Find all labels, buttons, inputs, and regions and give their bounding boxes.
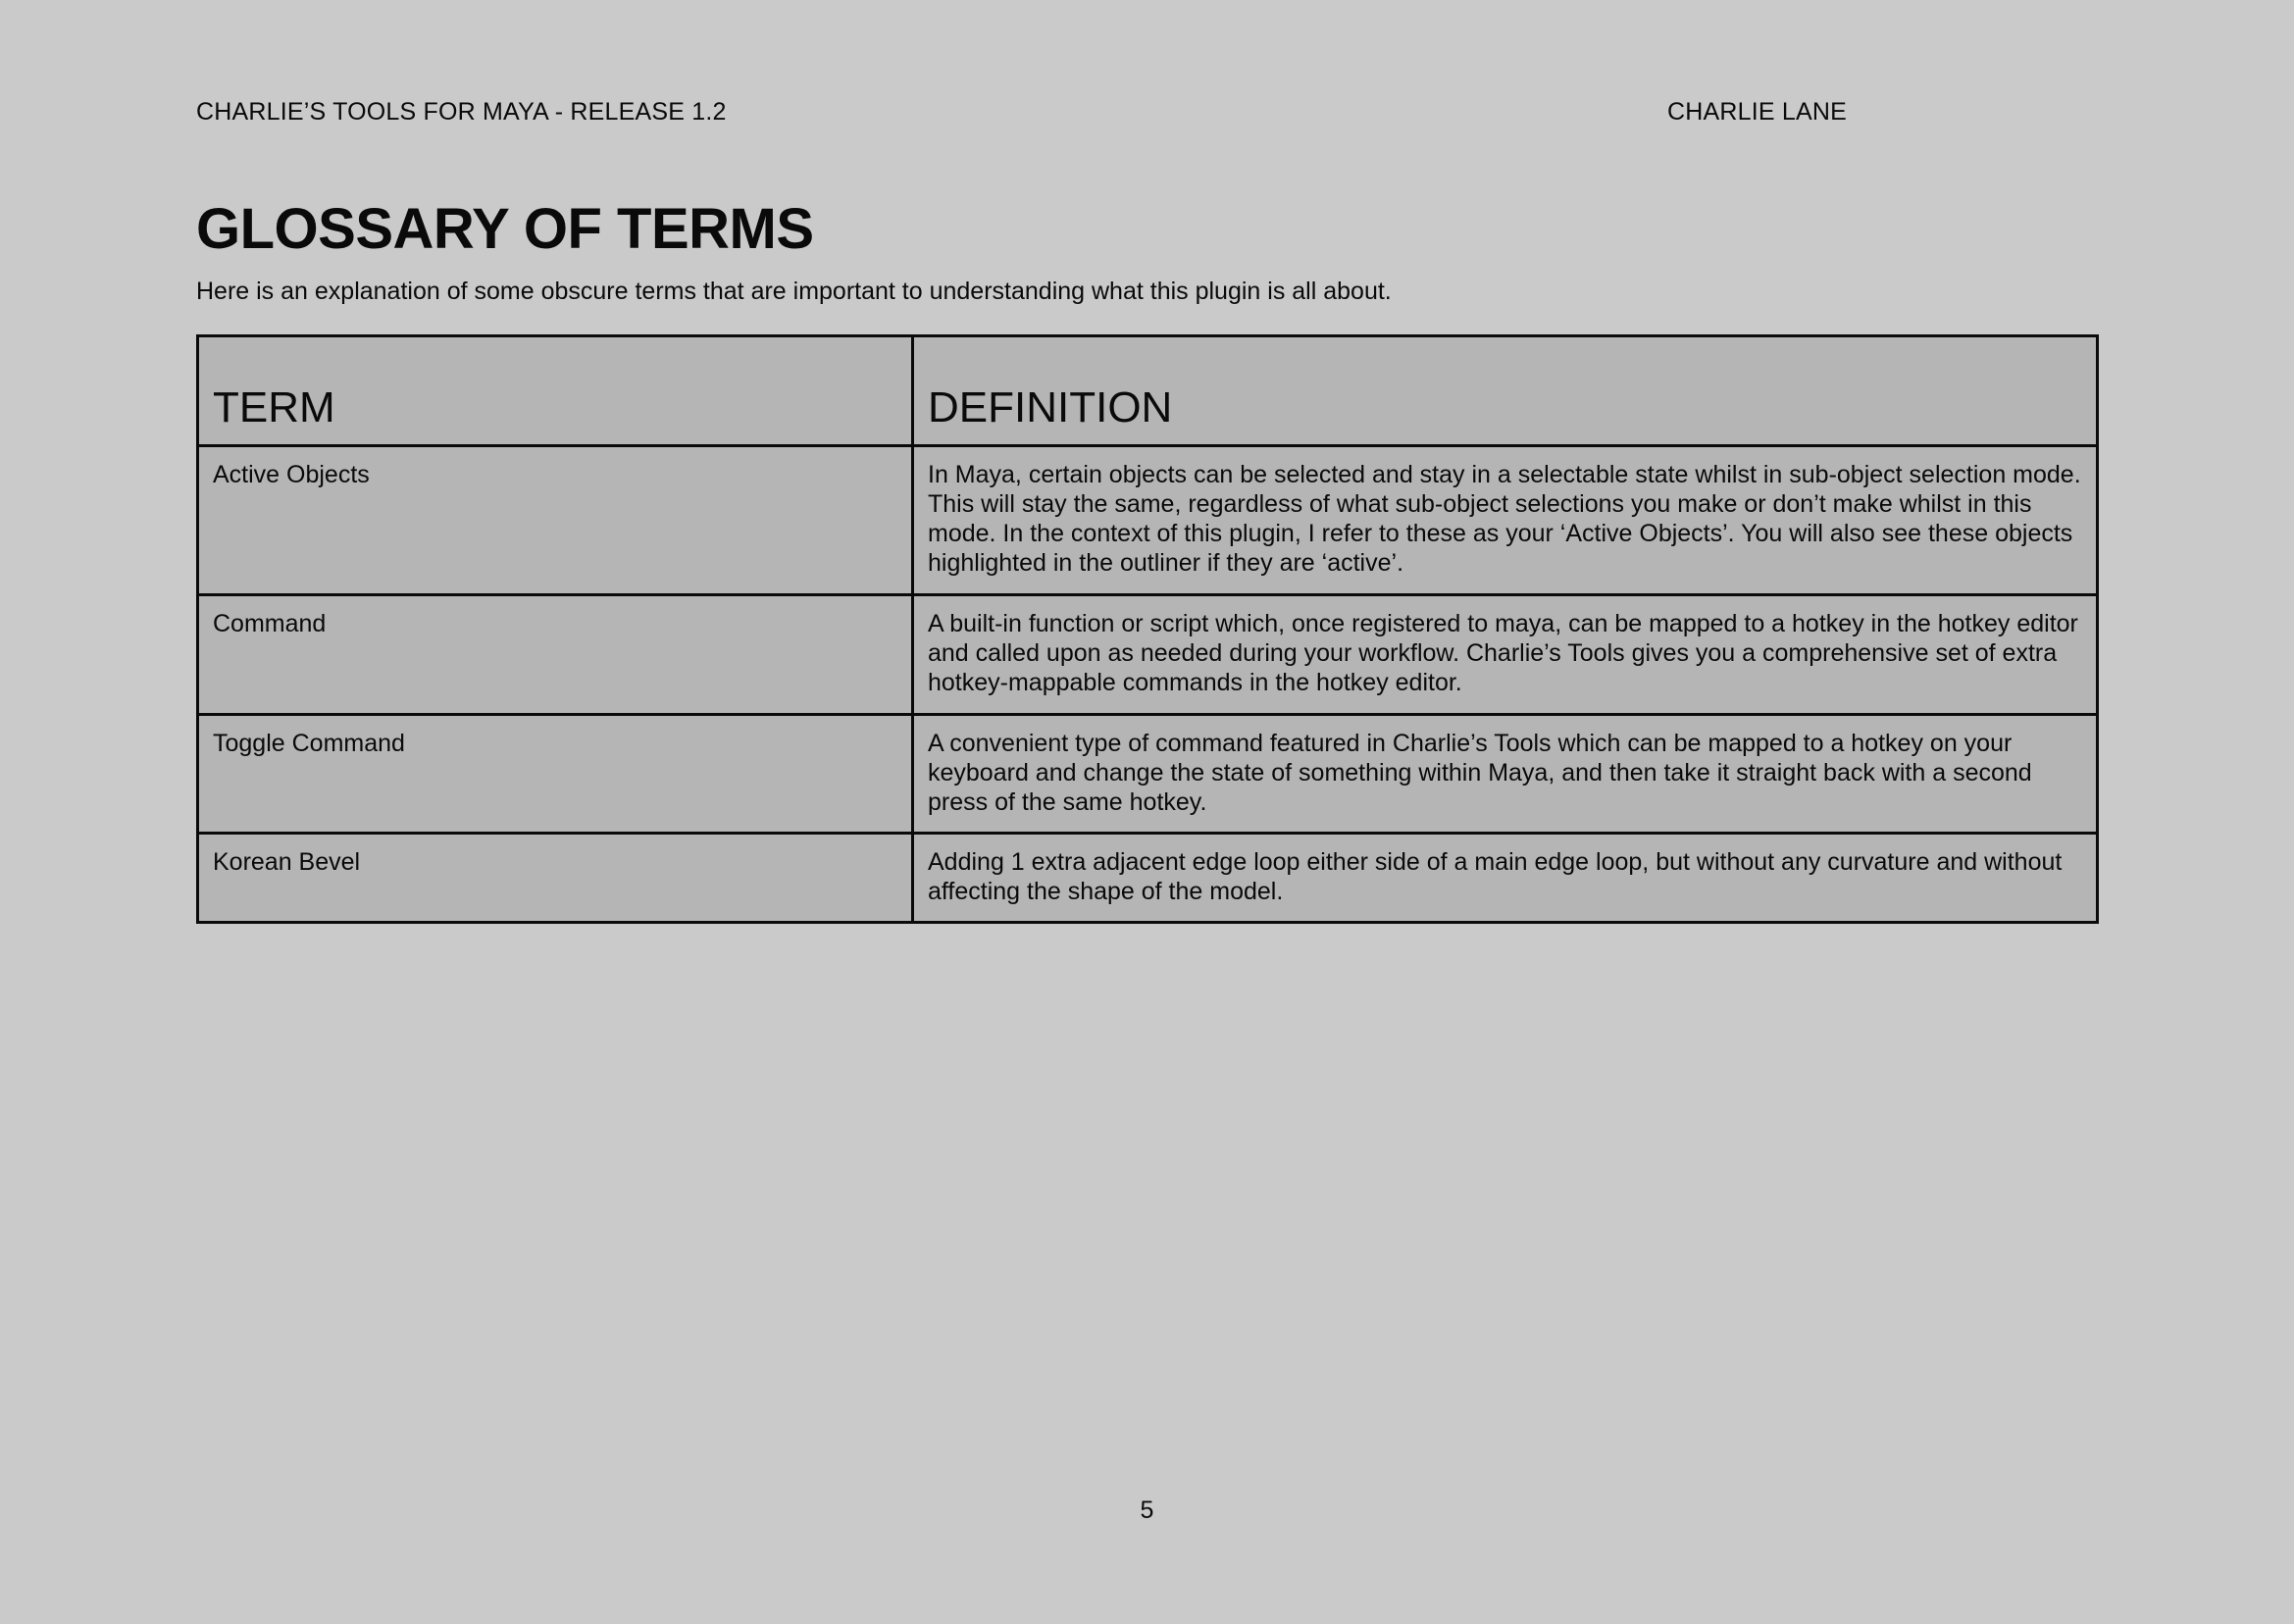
table-row — [198, 446, 2098, 595]
term-column-header: TERM — [198, 336, 913, 446]
glossary-table — [196, 334, 2099, 924]
definition-cell: A convenient type of command featured in Charlie’s Tools which can be mapped to a hotkey on your keyboard and change the state of something within Maya, and then take it straight back with a second press of the same hotkey. — [913, 715, 2098, 834]
term-cell: Korean Bevel — [198, 834, 913, 923]
definition-cell: A built-in function or script which, once registered to maya, can be mapped to a hotkey in the hotkey editor and called upon as needed during your workflow. Charlie’s Tools gives you a comprehensive set of extra hotkey-mappable commands in the hotkey editor. — [913, 595, 2098, 715]
term-cell: Active Objects — [198, 446, 913, 595]
intro-paragraph: Here is an explanation of some obscure terms that are important to understanding what this plugin is all about. — [196, 278, 1392, 305]
term-cell: Toggle Command — [198, 715, 913, 834]
document-header-author: CHARLIE LANE — [1667, 98, 1848, 126]
table-header-row — [198, 336, 2098, 446]
table-row — [198, 834, 2098, 923]
document-header-title: CHARLIE’S TOOLS FOR MAYA - RELEASE 1.2 — [196, 98, 727, 126]
page-title: GLOSSARY OF TERMS — [196, 197, 814, 261]
page-number: 5 — [1140, 1497, 1154, 1524]
table-row — [198, 595, 2098, 715]
definition-cell: In Maya, certain objects can be selected and stay in a selectable state whilst in sub-object selection mode. This will stay the same, regardless of what sub-object selections you make or don’t make whilst in this mode. In the context of this plugin, I refer to these as your ‘Active Objects’. You will also see these objects highlighted in the outliner if they are ‘active’. — [913, 446, 2098, 595]
definition-cell: Adding 1 extra adjacent edge loop either side of a main edge loop, but without any curvature and without affecting the shape of the model. — [913, 834, 2098, 923]
table-row — [198, 715, 2098, 834]
term-cell: Command — [198, 595, 913, 715]
definition-column-header: DEFINITION — [913, 336, 2098, 446]
